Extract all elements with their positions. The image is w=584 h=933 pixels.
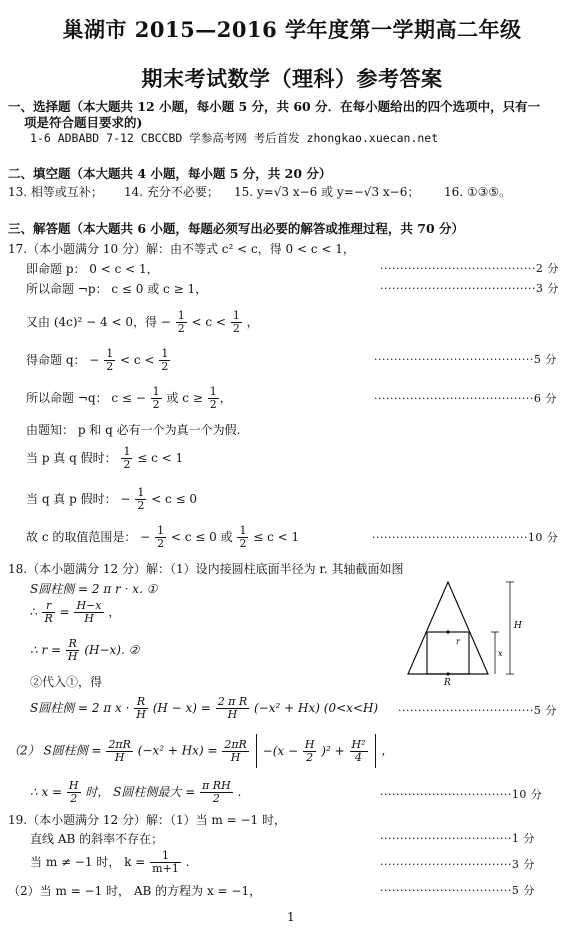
q17-score-leader: ·······································2 分 — [380, 262, 559, 275]
fraction: $\frac{1}{2}$ — [209, 385, 217, 411]
answer-13: 13. 相等或互补； — [8, 185, 103, 199]
cone-cross-section-figure — [400, 578, 540, 688]
label-x: x — [498, 649, 503, 658]
q17-score-leader: ·······································10 分 — [372, 531, 559, 544]
q19-score-leader: ·································3 分 — [380, 858, 535, 871]
fraction: $\frac{1}{2}$ — [232, 309, 240, 335]
fraction: $\frac{1}{2}$ — [157, 524, 165, 550]
q17-score-6: 6 分 — [533, 392, 557, 405]
q17-line-4-text: 又由 (4c)² − 4 < 0，得 − — [26, 315, 171, 329]
q18-line-4: ∴ r = $\frac{R}{H}$ (H−x). ② — [30, 637, 140, 663]
q17-score-2: 2 分 — [535, 262, 559, 275]
fraction: $\frac{1}{2}$ — [123, 445, 131, 471]
inequality: < c < — [191, 315, 226, 329]
answer-16: 16. ①③⑤。 — [444, 185, 512, 199]
q17-line-5-text: 得命题 q： − — [26, 353, 100, 367]
section3-heading: 三、解答题（本大题共 6 小题，每题必须写出必要的解答或推理过程，共 70 分） — [8, 221, 465, 236]
q19-line-1: 19.（本小题满分 12 分）解：（1）当 m = −1 时， — [8, 813, 286, 827]
q18-line-1: 18.（本小题满分 12 分）解：（1）设内接圆柱底面半径为 r. 其轴截面如图 — [8, 562, 404, 576]
q18-line-8: ∴ x = $\frac{H}{2}$ 时， S圆柱侧最大 = $\frac{\text{π RH}}{2}$ . — [30, 779, 242, 805]
fraction: $\frac{H}{2}$ — [304, 738, 315, 764]
q17-line-6-text: 所以命题 ¬q： c ≤ − — [26, 391, 146, 405]
q19-score-leader: ·································1 分 — [380, 832, 535, 845]
q19-score-leader: ·································5 分 — [380, 884, 535, 897]
label-R: R — [444, 678, 451, 688]
fraction: $\frac{1}{2}$ — [152, 385, 160, 411]
q18-line-7: （2） S圆柱侧 = $\frac{2\pi R}{H}$ (−x² + Hx) = $\frac{2\pi R}{H}$ −(x − $\frac{H}{2}$ )² + $\frac{\text{H²}}{4}$ ， — [8, 734, 393, 768]
section2-heading: 二、填空题（本大题共 4 小题，每小题 5 分，共 20 分） — [8, 166, 332, 181]
fraction: $\frac{H}{2}$ — [68, 779, 79, 805]
section1-heading-cont: 项是符合题目要求的) — [24, 115, 143, 130]
answer-15: 15. y=√3 x−6 或 y=−√3 x−6； — [234, 185, 420, 199]
fraction: $\frac{1}{2}$ — [177, 309, 185, 335]
cylinder-outline — [427, 632, 469, 674]
q17-line-5: 得命题 q： − $\frac{1}{2}$ < c < $\frac{1}{2}$ — [26, 347, 169, 373]
q18-score-5: 5 分 — [533, 704, 557, 717]
q17-line-1: 17.（本小题满分 10 分）解：由不等式 c² < c，得 0 < c < 1， — [8, 242, 355, 256]
fraction: $\frac{1}{2}$ — [239, 524, 247, 550]
fraction: $\frac{\text{H²}}{4}$ — [351, 738, 366, 764]
q18-score-leader: ··································5 分 — [398, 704, 557, 717]
q18-line-6: S圆柱侧 = 2 π x · $\frac{R}{H}$ (H − x) = $\frac{\text{2 π R}}{H}$ (−x² + Hx) (0<x<H) — [30, 695, 379, 721]
center-point — [446, 630, 449, 633]
fraction: $\frac{r}{R}$ — [44, 599, 53, 625]
q17-score-leader: ·······································3 分 — [380, 282, 559, 295]
q19-line-4: （2）当 m = −1 时， AB 的方程为 x = −1， — [8, 884, 262, 898]
fraction: $\frac{H-x}{H}$ — [76, 599, 102, 625]
q17-score-leader: ········································5 分 — [374, 353, 557, 366]
fraction: $\frac{R}{H}$ — [67, 637, 78, 663]
q19-line-2: 直线 AB 的斜率不存在； — [30, 832, 164, 846]
cone-outline — [408, 582, 488, 674]
title-line-1: 巢湖市 2015—2016 学年度第一学期高二年级 — [62, 17, 522, 42]
fraction: $\frac{1}{2}$ — [161, 347, 169, 373]
fraction: $\frac{2\pi R}{H}$ — [108, 737, 131, 764]
q19-score-5: 5 分 — [511, 884, 535, 897]
q17-score-3: 3 分 — [535, 282, 559, 295]
fraction: $\frac{1}{2}$ — [137, 486, 145, 512]
q18-score-leader: ·································10 分 — [380, 788, 543, 801]
q17-line-9: 当 q 真 p 假时： − $\frac{1}{2}$ < c ≤ 0 — [26, 486, 198, 512]
q17-score-10: 10 分 — [527, 531, 559, 544]
fraction: $\frac{\text{2 π R}}{H}$ — [217, 695, 248, 721]
q17-line-10: 故 c 的取值范围是： − $\frac{1}{2}$ < c ≤ 0 或 $\frac{1}{2}$ ≤ c < 1 — [26, 524, 300, 550]
answer-14: 14. 充分不必要； — [124, 185, 219, 199]
q17-line-2: 即命题 p： 0 < c < 1， — [26, 262, 159, 276]
q19-score-3: 3 分 — [511, 858, 535, 871]
fraction: $\frac{R}{H}$ — [136, 695, 146, 721]
page-number: 1 — [287, 910, 295, 924]
bracket-expression: −(x − $\frac{H}{2}$ )² + $\frac{\text{H²}}{4}$ — [256, 734, 376, 768]
section1-answers: 1-6 ADBABD 7-12 CBCCBD 学参高考网 考后首发 zhongkao.xuecan.net — [30, 131, 439, 145]
q19-score-1: 1 分 — [511, 832, 535, 845]
q17-line-4: 又由 (4c)² − 4 < 0，得 − $\frac{1}{2}$ < c < $\frac{1}{2}$ ， — [26, 309, 259, 335]
q18-score-10: 10 分 — [511, 788, 543, 801]
q18-line-5: ②代入①，得 — [30, 675, 103, 689]
section1-heading: 一、选择题（本大题共 12 小题，每小题 5 分，共 60 分．在每小题给出的四个选项中，只有一 — [8, 99, 541, 114]
fraction: $\frac{1}{2}$ — [106, 347, 114, 373]
q18-line-3: ∴ $\frac{r}{R}$ = $\frac{H-x}{H}$ ， — [30, 599, 121, 625]
q17-line-3: 所以命题 ¬p： c ≤ 0 或 c ≥ 1， — [26, 282, 208, 296]
q17-line-7: 由题知： p 和 q 必有一个为真一个为假. — [26, 423, 241, 437]
q17-line-6: 所以命题 ¬q： c ≤ − $\frac{1}{2}$ 或 c ≥ $\frac{1}{2}$ ， — [26, 385, 232, 411]
base-center-point — [446, 672, 449, 675]
q17-score-leader: ········································6 分 — [374, 392, 557, 405]
title-line-2: 期末考试数学（理科）参考答案 — [141, 66, 443, 91]
label-H: H — [514, 621, 522, 631]
fraction: $\frac{1}{m+1}$ — [152, 849, 179, 875]
fraction: $\frac{2\pi R}{H}$ — [224, 737, 247, 764]
q17-score-5: 5 分 — [533, 353, 557, 366]
fraction: $\frac{\text{π RH}}{2}$ — [202, 779, 231, 805]
q19-line-3: 当 m ≠ −1 时， k = $\frac{1}{m+1}$ . — [30, 849, 190, 875]
q17-line-8: 当 p 真 q 假时： $\frac{1}{2}$ ≤ c < 1 — [26, 445, 184, 471]
label-r: r — [456, 637, 460, 646]
q18-line-2: S圆柱侧 = 2 π r · x. ① — [30, 582, 158, 596]
